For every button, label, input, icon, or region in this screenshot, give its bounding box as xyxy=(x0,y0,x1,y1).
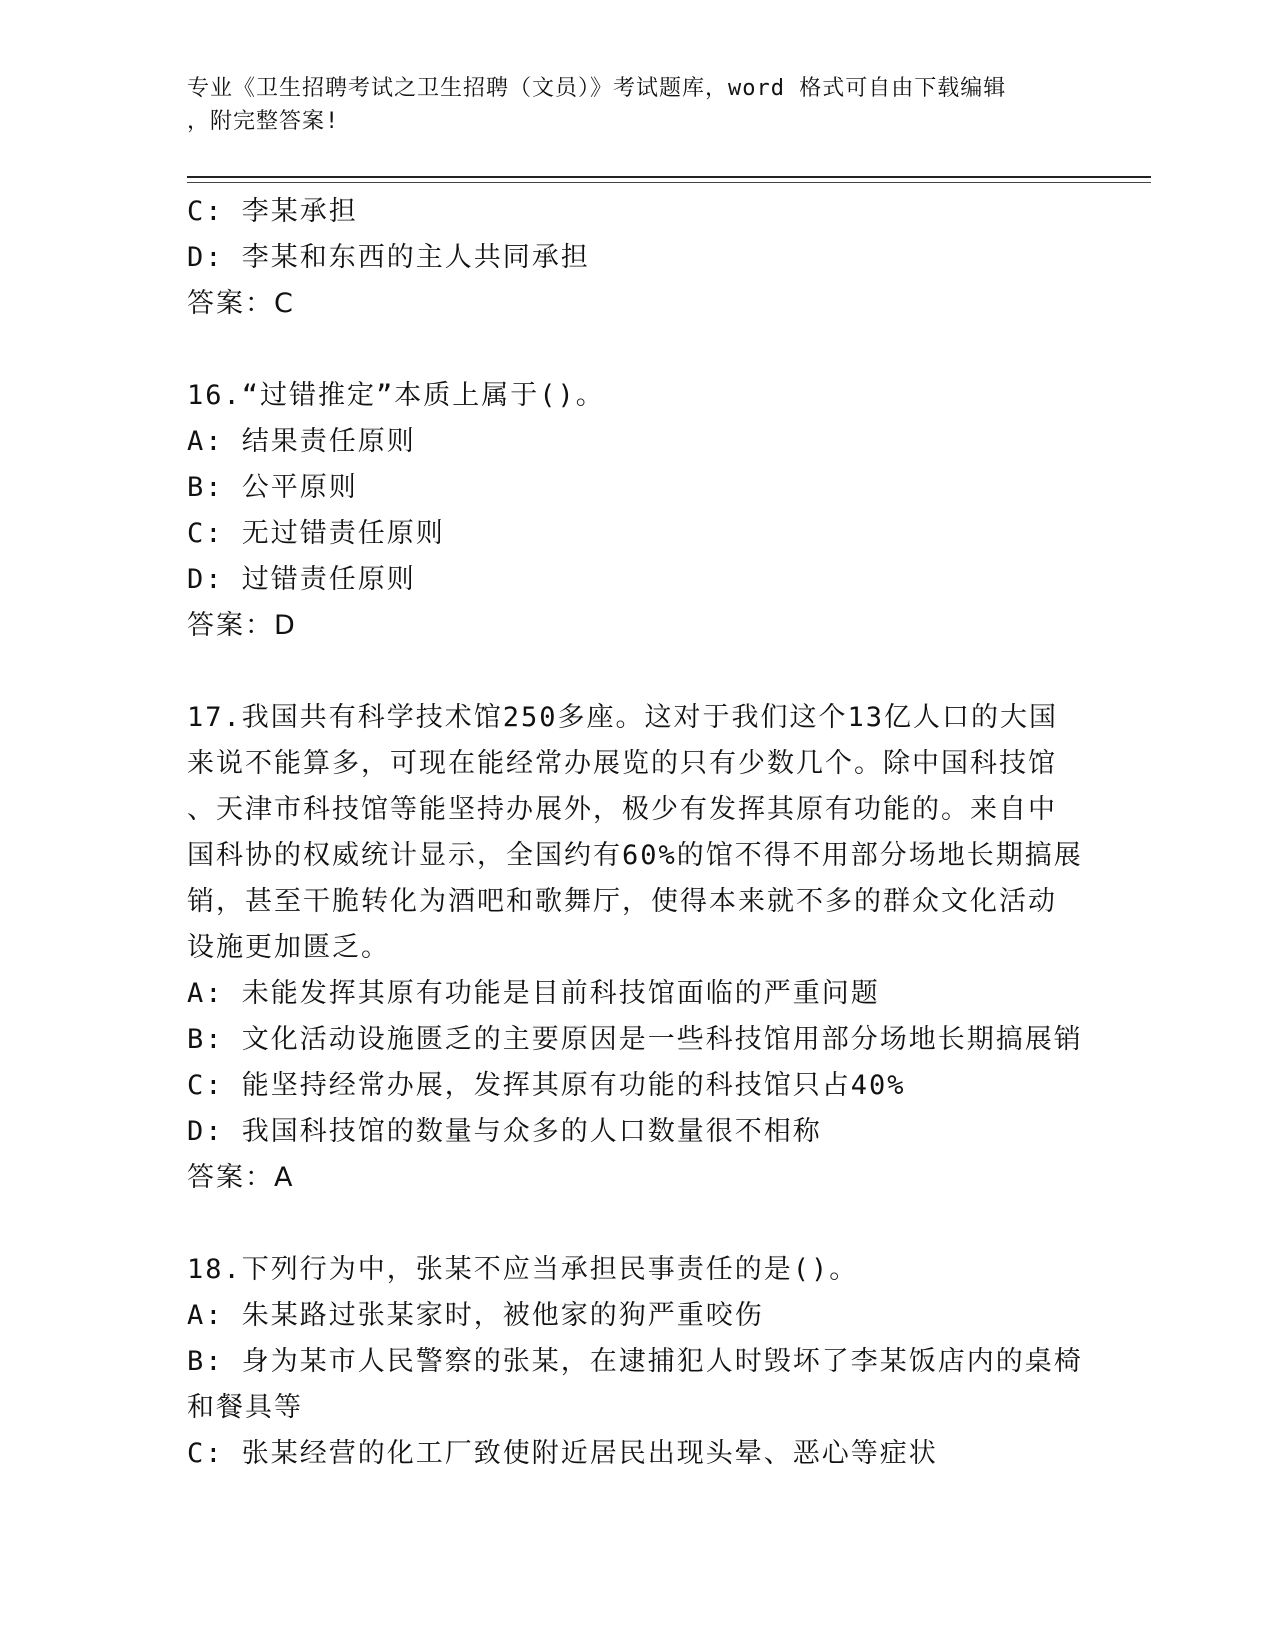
q16-stem: 16.“过错推定”本质上属于()。 xyxy=(187,380,605,411)
header-divider-thick xyxy=(187,176,1151,178)
question-list xyxy=(187,189,1087,1477)
header-title-line-1: 专业《卫生招聘考试之卫生招聘（文员）》考试题库，word 格式可自由下载编辑 xyxy=(187,76,1007,101)
question-15 xyxy=(187,189,1087,327)
q16-option-a: A: 结果责任原则 xyxy=(187,426,416,457)
q16-option-c: C: 无过错责任原则 xyxy=(187,518,445,549)
question-16 xyxy=(187,373,1087,649)
question-18 xyxy=(187,1247,1087,1477)
q15-option-c: C: 李某承担 xyxy=(187,196,358,227)
q18-option-b-line-2: 和餐具等 xyxy=(187,1392,303,1423)
spacer xyxy=(187,327,1087,373)
q16-option-d: D: 过错责任原则 xyxy=(187,564,416,595)
spacer xyxy=(187,1201,1087,1247)
q17-stem-line-2: 来说不能算多，可现在能经常办展览的只有少数几个。除中国科技馆 xyxy=(187,748,1057,779)
q17-stem-line-3: 、天津市科技馆等能坚持办展外，极少有发挥其原有功能的。来自中 xyxy=(187,794,1057,825)
spacer xyxy=(187,649,1087,695)
q17-option-a: A: 未能发挥其原有功能是目前科技馆面临的严重问题 xyxy=(187,978,880,1009)
header-title-line-2: ，附完整答案! xyxy=(187,109,340,134)
q17-stem-line-4: 国科协的权威统计显示，全国约有60%的馆不得不用部分场地长期搞展 xyxy=(187,840,1083,871)
q17-stem-line-1: 17.我国共有科学技术馆250多座。这对于我们这个13亿人口的大国 xyxy=(187,702,1059,733)
q18-option-b-line-1: B: 身为某市人民警察的张某，在逮捕犯人时毁坏了李某饭店内的桌椅 xyxy=(187,1346,1083,1377)
q18-option-c: C: 张某经营的化工厂致使附近居民出现头晕、恶心等症状 xyxy=(187,1438,938,1469)
q17-stem-line-5: 销，甚至干脆转化为酒吧和歌舞厅，使得本来就不多的群众文化活动 xyxy=(187,886,1057,917)
q17-option-b: B: 文化活动设施匮乏的主要原因是一些科技馆用部分场地长期搞展销 xyxy=(187,1024,1083,1055)
q17-answer: 答案：A xyxy=(187,1162,295,1193)
question-17 xyxy=(187,695,1087,1201)
q18-stem: 18.下列行为中，张某不应当承担民事责任的是()。 xyxy=(187,1254,859,1285)
q16-option-b: B: 公平原则 xyxy=(187,472,358,503)
q15-option-d: D: 李某和东西的主人共同承担 xyxy=(187,242,590,273)
q17-stem-line-6: 设施更加匮乏。 xyxy=(187,932,390,963)
document-header xyxy=(187,72,1067,138)
q16-answer: 答案：D xyxy=(187,610,297,641)
q15-answer: 答案：C xyxy=(187,288,295,319)
header-divider-thin xyxy=(187,182,1151,183)
q17-option-d: D: 我国科技馆的数量与众多的人口数量很不相称 xyxy=(187,1116,822,1147)
q18-option-a: A: 朱某路过张某家时，被他家的狗严重咬伤 xyxy=(187,1300,764,1331)
q17-option-c: C: 能坚持经常办展，发挥其原有功能的科技馆只占40% xyxy=(187,1070,906,1101)
